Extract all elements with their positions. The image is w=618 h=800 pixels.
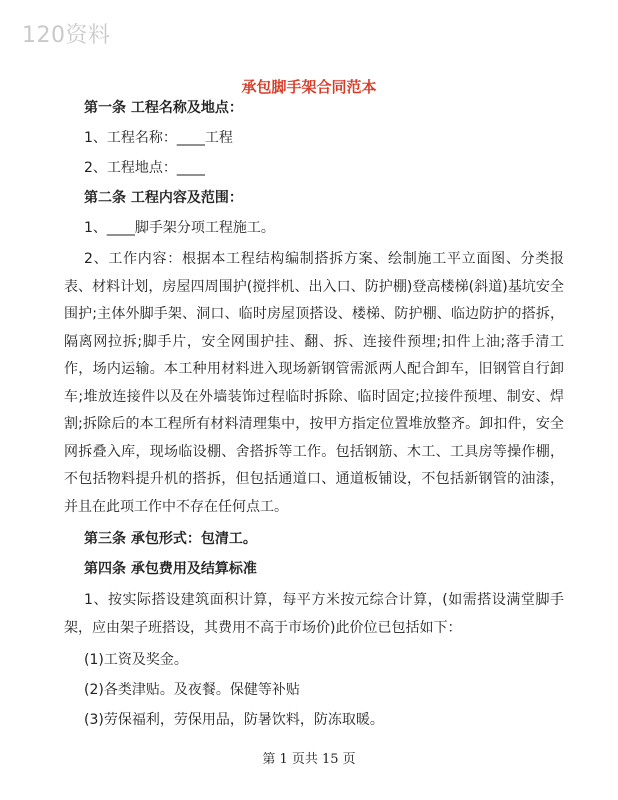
fee-subitem-1: (1)工资及奖金。: [84, 652, 188, 668]
project-location-line: 2、工程地点：____: [84, 160, 205, 176]
watermark: 120资料: [22, 23, 111, 48]
section-heading-1: 第一条 工程名称及地点：: [84, 100, 243, 116]
section-heading-4: 第四条 承包费用及结算标准: [84, 561, 257, 577]
fee-item-1: 1、按实际搭设建筑面积计算，每平方米按元综合计算，(如需搭设满堂脚手架，应由架子班搭设，其费用不高于市场价)此价位已包括如下：: [64, 592, 564, 636]
section-heading-3: 第三条 承包形式：包清工。: [84, 531, 257, 547]
scope-item-2: 2、工作内容：根据本工程结构编制搭拆方案、绘制施工平立面图、分类报表、材料计划，房屋四周围护(搅拌机、出入口、防护棚)登高楼梯(斜道)基坑安全围护;主体外脚手架、洞口、临时房屋顶搭设、楼梯、防护棚、临边防护的搭拆，隔离网拉拆;脚手片，安全网围护挂、翻、拆、连接件预埋;扣件上油;落手清工作，场内运输。本工种用材料进入现场新钢管需派两人配合卸车，旧钢管自行卸车;堆放连接件以及在外墙装饰过程临时拆除、临时固定;拉接件预埋、制安、焊割;拆除后的本工程所有材料清理集中，按甲方指定位置堆放整齐。卸扣件，安全网拆叠入库，现场临设棚、舍搭拆等工作。包括钢筋、木工、工具房等操作棚，不包括物料提升机的搭拆，但包括通道口、通道板铺设，不包括新钢管的油漆，并且在此项工作中不存在任何点工。: [64, 251, 564, 515]
fee-subitem-2: (2)各类津贴。及夜餐。保健等补贴: [84, 682, 300, 698]
section-heading-2: 第二条 工程内容及范围：: [84, 190, 243, 206]
scope-item-1: 1、____脚手架分项工程施工。: [84, 220, 275, 236]
fee-subitem-3: (3)劳保福利，劳保用品，防暑饮料，防冻取暖。: [84, 712, 384, 728]
document-body: [64, 96, 564, 738]
page-title: 承包脚手架合同范本: [241, 78, 377, 96]
page-footer: 第 1 页共 15 页: [262, 752, 356, 767]
project-name-line: 1、工程名称：____工程: [84, 130, 233, 146]
